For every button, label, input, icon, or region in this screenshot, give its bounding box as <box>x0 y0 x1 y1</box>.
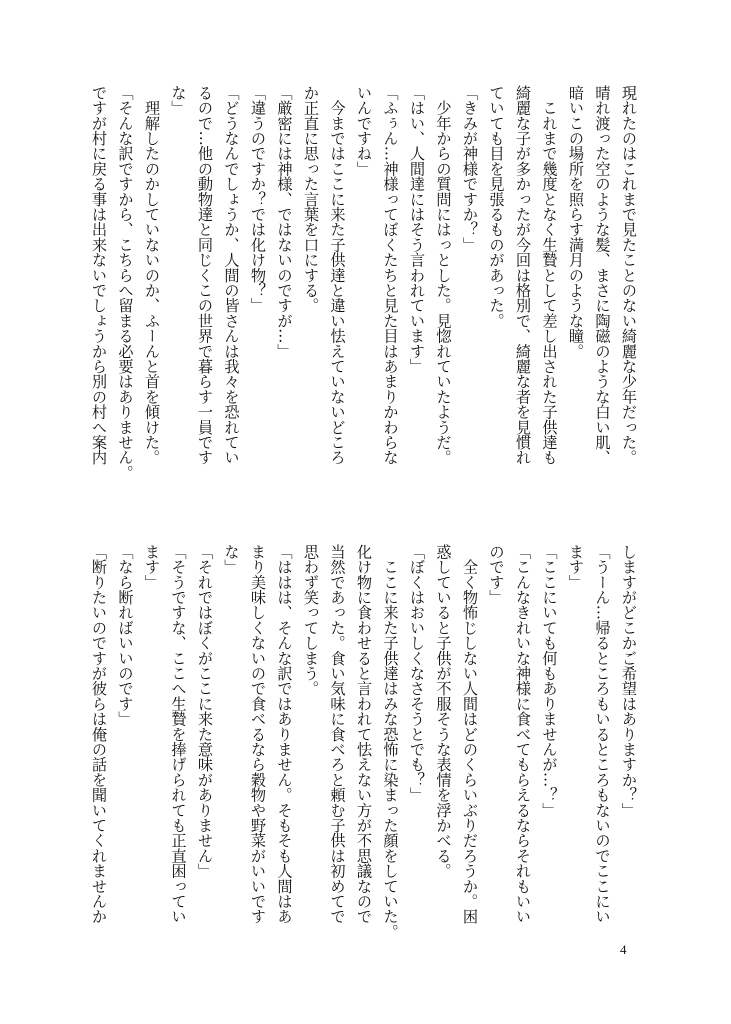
text-line: るので…他の動物達と同じくこの世界で暮らす一員です <box>196 85 214 465</box>
text-line: 「うーん…帰るところもいるところもないのでここにい <box>593 544 612 924</box>
text-line: ます」 <box>567 544 585 590</box>
text-line: 「こんなきれいな神様に食べてもらえるならそれもいい <box>514 544 532 924</box>
text-line: のです」 <box>487 544 506 605</box>
text-line: 「どうなんでしょうか、人間の皆さんは我々を恐れてい <box>222 85 241 465</box>
text-line: 化け物に食わせると言われて怯えない方が不思議なので <box>355 544 373 924</box>
text-line: ます」 <box>143 544 161 590</box>
text-line: 「それではぼくがここに来た意味がありません」 <box>196 544 214 879</box>
lower-text-block <box>86 544 643 940</box>
text-line: 「はい、人間達にはそう言われています」 <box>408 85 426 374</box>
text-line: ですが村に戻る事は出来ないでしょうから別の村へ案内 <box>90 85 108 465</box>
text-line: いんですね」 <box>355 85 373 177</box>
text-line: な」 <box>169 85 188 116</box>
text-line: 「ははは、そんな訳ではありません。そもそも人間はあ <box>275 544 294 924</box>
text-line: 今まではここに来た子供達と違い怯えていないどころ <box>328 85 347 465</box>
text-line: 現れたのはこれまで見たことのない綺麗な少年だった。 <box>620 85 638 465</box>
page-number: 4 <box>620 942 627 957</box>
text-line: 理解したのかしていないのか、ふーんと首を傾けた。 <box>143 85 161 465</box>
text-line: な」 <box>222 544 241 575</box>
text-line: 思わず笑ってしまう。 <box>302 544 320 696</box>
text-line: 晴れ渡った空のような髪、まさに陶磁のような白い肌、 <box>593 85 612 465</box>
text-line: 暗いこの場所を照らす満月のような瞳。 <box>567 85 585 359</box>
text-line: しますがどこかご希望はありますか？」 <box>620 544 638 818</box>
text-line: か正直に思った言葉を口にする。 <box>302 85 320 313</box>
text-line: 「なら断ればいいのです」 <box>116 544 135 727</box>
text-line: 「そうですな、ここへ生贄を捧げられても正直困ってい <box>169 544 188 924</box>
text-line: ていても目を見張るものがあった。 <box>487 85 506 329</box>
text-line: 綺麗な子が多かったが今回は格別で、綺麗な者を見慣れ <box>514 85 532 465</box>
text-line: 全く物怖じしない人間はどのくらいぶりだろうか。困 <box>461 544 479 924</box>
text-line: 「ふぅん…神様ってぼくたちと見た目はあまりかわらな <box>381 85 400 465</box>
text-line: まり美味しくないので食べるなら穀物や野菜がいいです <box>249 544 267 924</box>
text-line: 「きみが神様ですか？」 <box>461 85 479 253</box>
text-line: 「ここにいても何もありませんが…？」 <box>540 544 559 818</box>
text-line: これまで幾度となく生贄として差し出された子供達も <box>540 85 559 465</box>
text-line: 「厳密には神様、ではないのですが…」 <box>275 85 294 359</box>
text-line: 「違うのですか？では化け物？」 <box>249 85 267 313</box>
text-line: 惑していると子供が不服そうな表情を浮かべる。 <box>434 544 453 879</box>
text-line: ここに来た子供達はみな恐怖に染まった顔をしていた。 <box>381 544 400 940</box>
text-line: 「ぼくはおいしくなさそうとでも？」 <box>408 544 426 803</box>
upper-text-block <box>86 85 643 481</box>
text-line: 「そんな訳ですから、こちらへ留まる必要はありません。 <box>116 85 135 481</box>
text-line: 当然であった。食い気味に食べろと頼む子供は初めてで <box>328 544 347 924</box>
text-line: 「断りたいのですが彼らは俺の話を聞いてくれませんか <box>90 544 108 924</box>
text-line: 少年からの質問にはっとした。見惚れていたようだ。 <box>434 85 453 465</box>
